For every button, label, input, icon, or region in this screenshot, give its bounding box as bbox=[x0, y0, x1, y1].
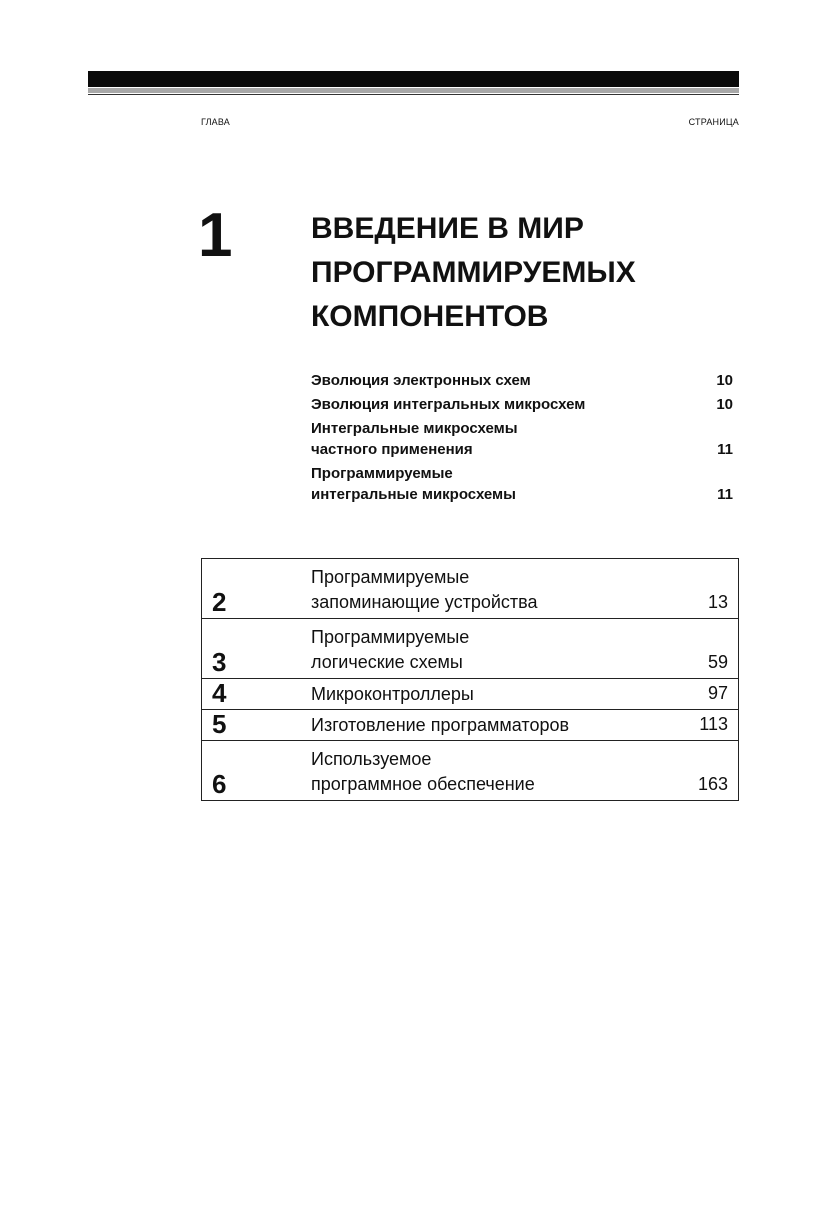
chapter-page: 13 bbox=[707, 592, 728, 612]
column-header-chapter: ГЛАВА bbox=[201, 117, 230, 127]
section-page: 10 bbox=[716, 372, 733, 389]
chapter-number: 4 bbox=[212, 678, 227, 708]
chapter-row[interactable] bbox=[202, 679, 738, 710]
chapter-number: 2 bbox=[212, 587, 227, 617]
chapter-row[interactable] bbox=[202, 741, 738, 800]
chapter-number: 3 bbox=[212, 647, 227, 677]
chapter-page: 113 bbox=[699, 714, 728, 734]
chapter-row[interactable] bbox=[202, 710, 738, 741]
top-rule-gray bbox=[88, 88, 739, 93]
column-header-page: СТРАНИЦА bbox=[688, 117, 739, 127]
chapter-title: Микроконтроллеры bbox=[311, 684, 474, 704]
section-title: Программируемые интегральные микросхемы bbox=[311, 465, 516, 503]
chapter-title: Программируемые запоминающие устройства bbox=[311, 567, 538, 612]
section-title: Эволюция электронных схем bbox=[311, 372, 531, 389]
chapter-title: Используемое программное обеспечение bbox=[311, 749, 535, 794]
chapters-table bbox=[201, 558, 739, 801]
chapter-row[interactable] bbox=[202, 619, 738, 679]
chapter-page: 163 bbox=[697, 774, 728, 794]
chapter-row[interactable] bbox=[202, 559, 738, 619]
section-item[interactable] bbox=[311, 370, 733, 391]
section-page: 10 bbox=[716, 396, 733, 413]
top-rule-black bbox=[88, 71, 739, 87]
section-item[interactable] bbox=[311, 394, 733, 415]
chapter-title: Программируемые логические схемы bbox=[311, 627, 470, 672]
section-item[interactable] bbox=[311, 463, 733, 505]
section-title: Интегральные микросхемы частного применения bbox=[311, 420, 518, 458]
chapter-title: Изготовление программаторов bbox=[311, 715, 570, 735]
chapter-page: 59 bbox=[707, 652, 728, 672]
section-item[interactable] bbox=[311, 418, 733, 460]
chapter-1-sections bbox=[311, 370, 733, 508]
chapter-number: 6 bbox=[212, 769, 227, 799]
top-rule-line bbox=[88, 94, 739, 95]
chapter-1-number: 1 bbox=[198, 201, 233, 270]
section-title: Эволюция интегральных микросхем bbox=[311, 396, 586, 413]
section-page: 11 bbox=[717, 441, 733, 458]
section-page: 11 bbox=[717, 486, 733, 503]
chapter-number: 5 bbox=[212, 709, 227, 739]
chapter-page: 97 bbox=[707, 683, 728, 703]
chapter-1-title[interactable]: ВВЕДЕНИЕ В МИР ПРОГРАММИРУЕМЫХ КОМПОНЕНТОВ bbox=[311, 212, 636, 333]
